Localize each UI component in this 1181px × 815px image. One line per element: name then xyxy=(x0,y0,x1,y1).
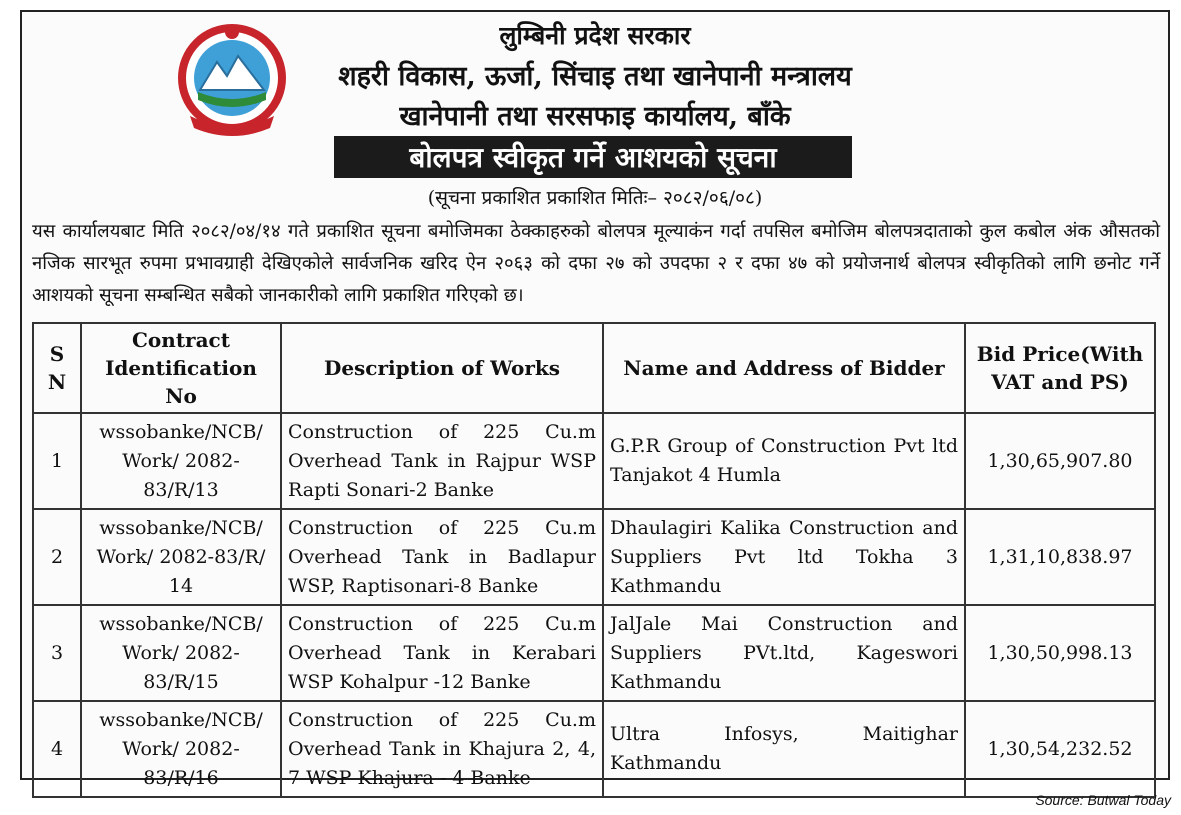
notice-title-banner: बोलपत्र स्वीकृत गर्ने आशयको सूचना xyxy=(334,136,852,178)
notice-frame xyxy=(20,10,1170,789)
office-heading: खानेपानी तथा सरसफाइ कार्यालय, बाँके xyxy=(399,101,791,132)
cell-bidder: JalJale Mai Construction and Suppliers PVt.ltd, Kageswori Kathmandu xyxy=(603,605,965,701)
cell-bid-price: 1,30,50,998.13 xyxy=(965,605,1155,701)
cell-description: Construction of 225 Cu.m Overhead Tank in Badlapur WSP, Raptisonari-8 Banke xyxy=(281,509,603,605)
cell-contract-id: wssobanke/NCB/ Work/ 2082-83/R/16 xyxy=(81,701,281,797)
source-credit: Source: Butwal Today xyxy=(1035,792,1171,808)
header-bid-price: Bid Price(With VAT and PS) xyxy=(965,323,1155,413)
cell-sn: 2 xyxy=(33,509,81,605)
cell-bidder: Dhaulagiri Kalika Construction and Suppliers Pvt ltd Tokha 3 Kathmandu xyxy=(603,509,965,605)
bid-table xyxy=(32,322,1156,798)
notice-body-text: यस कार्यालयबाट मिति २०८२/०४/१४ गते प्रकाशित सूचना बमोजिमका ठेक्काहरुको बोलपत्र मूल्याकंन गर्दा तपसिल बमोजिम बोलपत्रदाताको कुल कबोल अंक औसतको नजिक सारभूत रुपमा प्रभावग्राही देखिएकोले सार्वजनिक खरिद ऐन २०६३ को दफा २७ को उपदफा २ र दफा ४७ को प्रयोजनार्थ बोलपत्र स्वीकृतिको लागि छनोट गर्ने आशयको सूचना सम्बन्धित सबैको जानकारीको लागि प्रकाशित गरिएको छ। xyxy=(32,221,1160,306)
cell-sn: 3 xyxy=(33,605,81,701)
province-government-heading: लुम्बिनी प्रदेश सरकार xyxy=(499,21,691,50)
cell-bidder: Ultra Infosys, Maitighar Kathmandu xyxy=(603,701,965,797)
cell-sn: 4 xyxy=(33,701,81,797)
cell-description: Construction of 225 Cu.m Overhead Tank in Kerabari WSP Kohalpur -12 Banke xyxy=(281,605,603,701)
cell-contract-id: wssobanke/NCB/ Work/ 2082-83/R/15 xyxy=(81,605,281,701)
cell-bidder: G.P.R Group of Construction Pvt ltd Tanjakot 4 Humla xyxy=(603,413,965,509)
cell-contract-id: wssobanke/NCB/ Work/ 2082-83/R/ 14 xyxy=(81,509,281,605)
header-sn: S N xyxy=(33,323,81,413)
cell-sn: 1 xyxy=(33,413,81,509)
publication-date: (सूचना प्रकाशित प्रकाशित मितिः– २०८२/०६/०८) xyxy=(427,187,763,209)
cell-bid-price: 1,31,10,838.97 xyxy=(965,509,1155,605)
header-description: Description of Works xyxy=(281,323,603,413)
table-row xyxy=(33,413,1155,509)
cell-description: Construction of 225 Cu.m Overhead Tank in Rajpur WSP Rapti Sonari-2 Banke xyxy=(281,413,603,509)
cell-description: Construction of 225 Cu.m Overhead Tank in Khajura 2, 4, 7 WSP Khajura - 4 Banke xyxy=(281,701,603,797)
ministry-heading: शहरी विकास, ऊर्जा, सिंचाइ तथा खानेपानी मन्त्रालय xyxy=(338,61,852,92)
cell-bid-price: 1,30,54,232.52 xyxy=(965,701,1155,797)
table-row xyxy=(33,509,1155,605)
cell-contract-id: wssobanke/NCB/ Work/ 2082-83/R/13 xyxy=(81,413,281,509)
table-header-row xyxy=(33,323,1155,413)
header-contract-id: Contract Identification No xyxy=(81,323,281,413)
table-row xyxy=(33,701,1155,797)
table-row xyxy=(33,605,1155,701)
cell-bid-price: 1,30,65,907.80 xyxy=(965,413,1155,509)
header-bidder: Name and Address of Bidder xyxy=(603,323,965,413)
